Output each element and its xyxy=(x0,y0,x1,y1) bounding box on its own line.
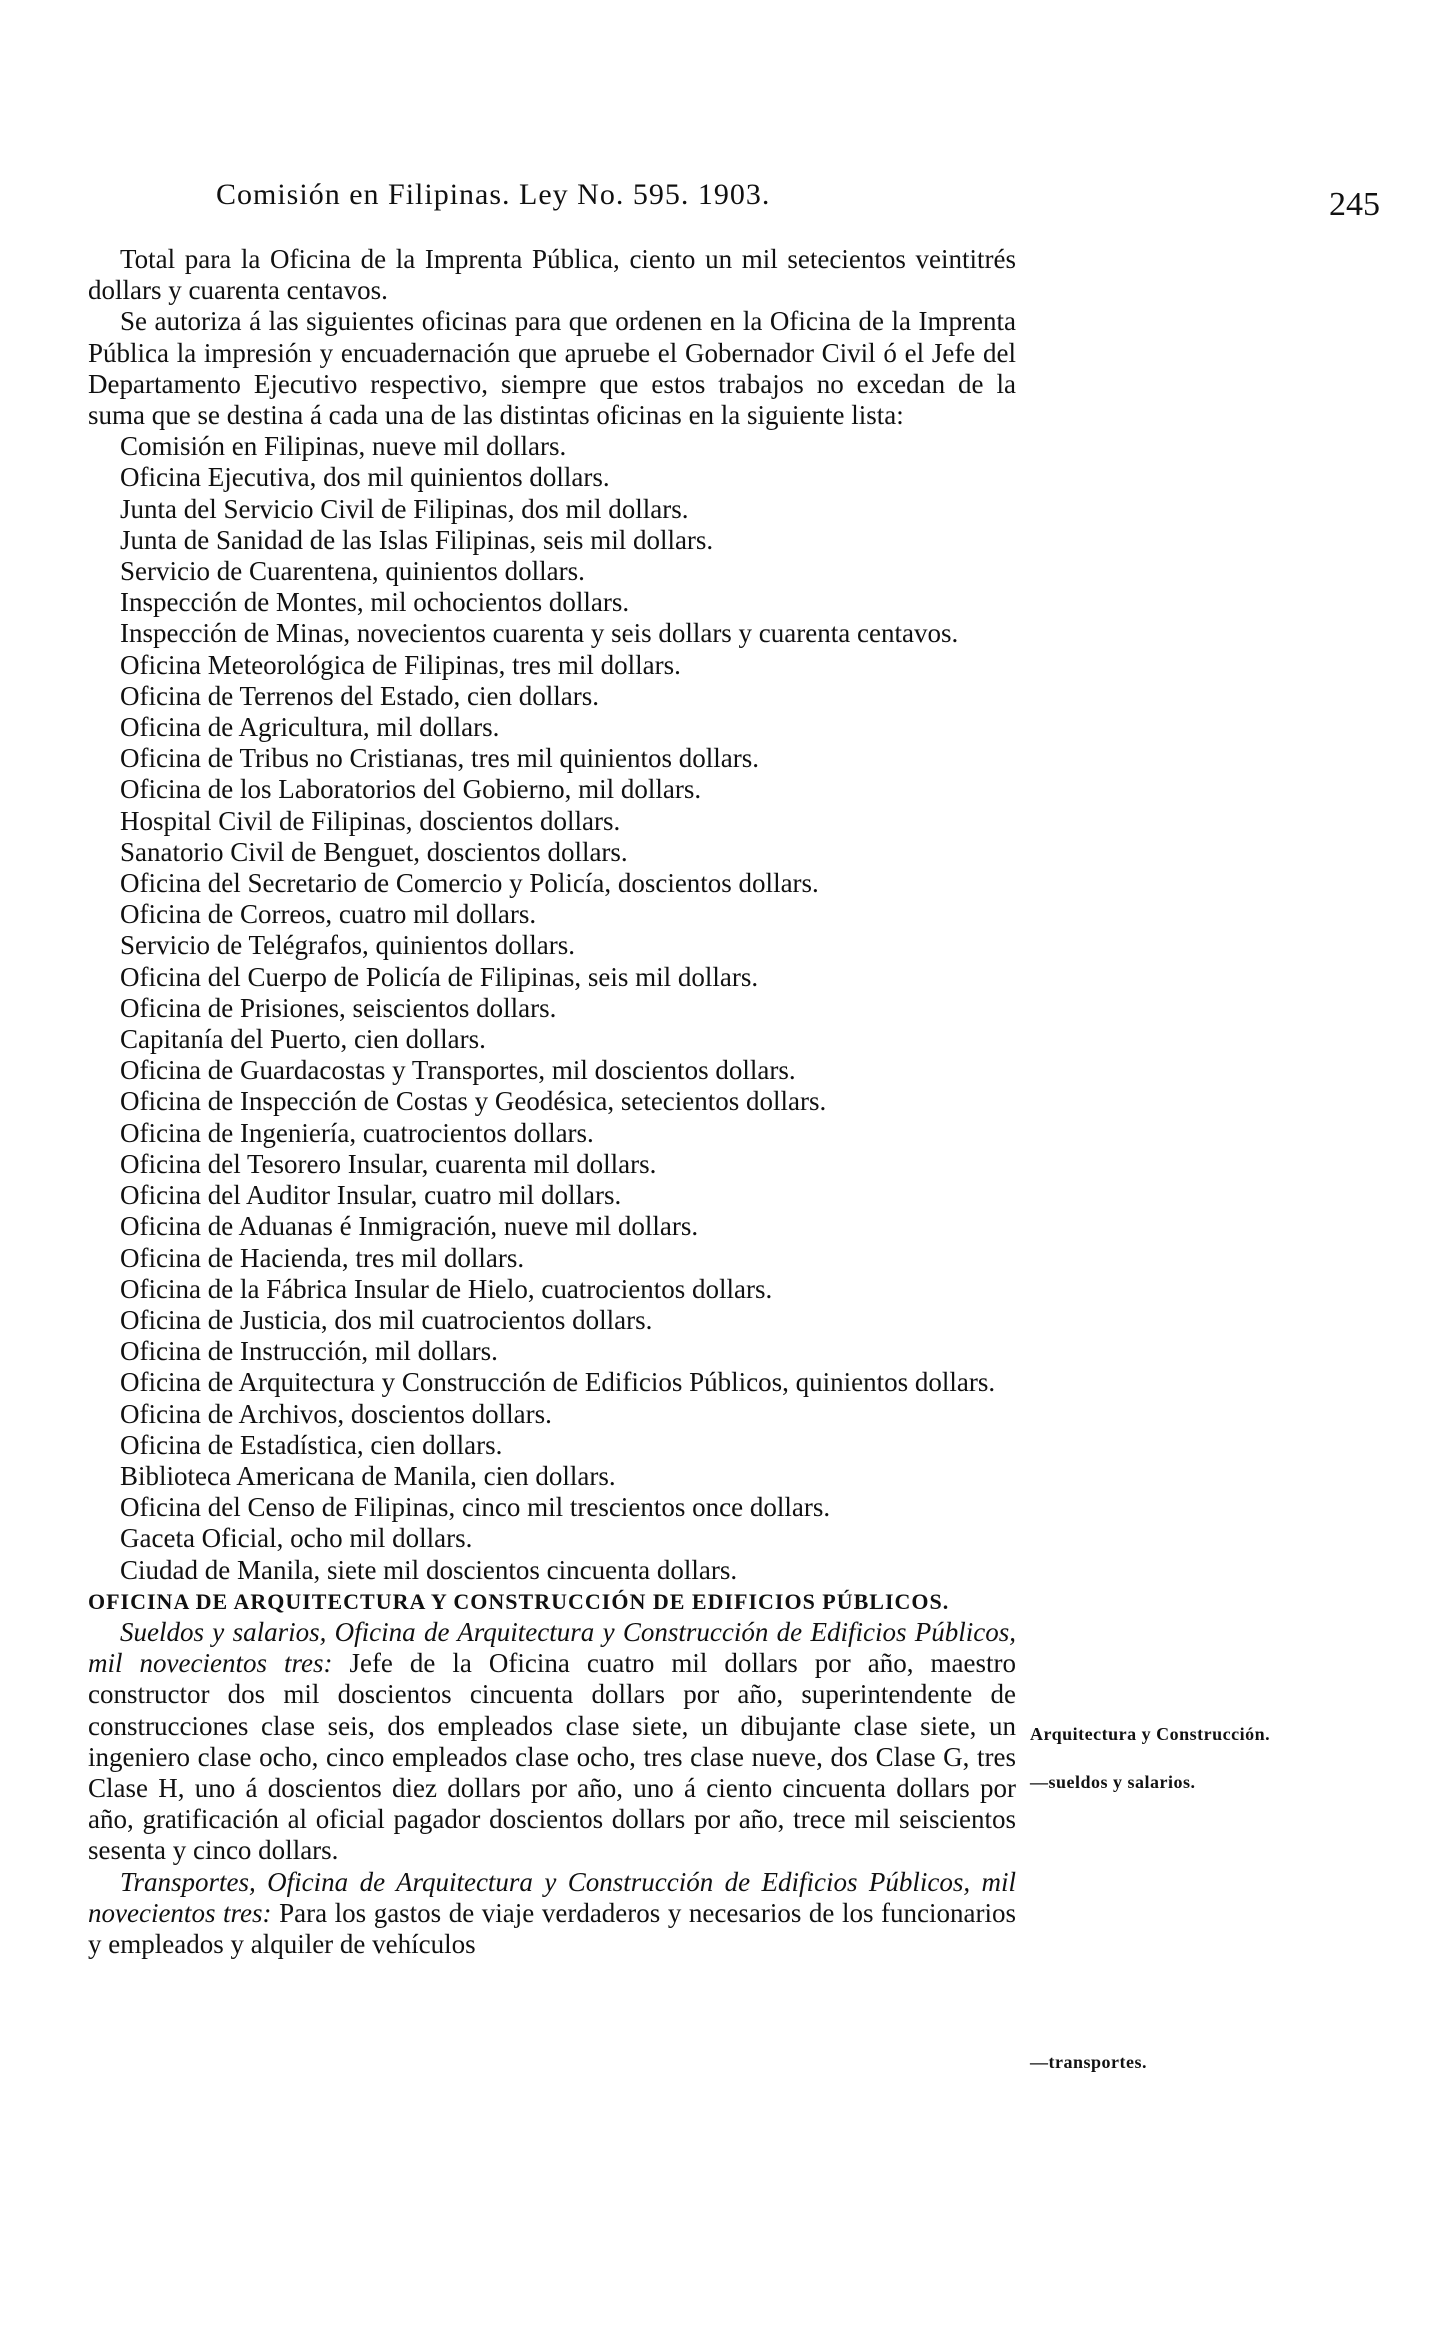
allocation-item: Oficina de Estadística, cien dollars. xyxy=(120,1429,503,1460)
allocation-item: Oficina del Tesorero Insular, cuarenta mil dollars. xyxy=(120,1148,657,1179)
allocation-item: Oficina de Justicia, dos mil cuatrocientos dollars. xyxy=(120,1304,653,1335)
allocation-item: Oficina de Guardacostas y Transportes, mil doscientos dollars. xyxy=(120,1055,796,1086)
allocation-item: Oficina de Correos, cuatro mil dollars. xyxy=(120,899,537,930)
page-number: 245 xyxy=(1329,186,1380,223)
allocation-item: Junta de Sanidad de las Islas Filipinas, seis mil dollars. xyxy=(120,524,714,555)
margin-note-salaries: —sueldos y salarios. xyxy=(1030,1772,1196,1792)
allocation-item: Oficina de Agricultura, mil dollars. xyxy=(120,712,500,743)
authorization-paragraph: Se autoriza á las siguientes oficinas para que ordenen en la Oficina de la Imprenta Pública la impresión y encuadernación que apruebe el Gobernador Civil ó el Jefe del Departamento Ejecutivo respectivo, siempre que estos trabajos no excedan de la suma que se destina á cada una de las distintas oficinas en la siguiente lista: xyxy=(88,306,1016,431)
margin-note-transport: —transportes. xyxy=(1030,2052,1147,2072)
allocation-item: Sanatorio Civil de Benguet, doscientos dollars. xyxy=(120,836,628,867)
allocation-item: Inspección de Montes, mil ochocientos dollars. xyxy=(120,587,630,618)
salaries-text: Jefe de la Oficina cuatro mil dollars por año, maestro constructor dos mil doscientos cincuenta dollars por año, superintendente de construcciones clase seis, dos empleados clase siete, un dibujante clase siete, un ingeniero clase ocho, cinco empleados clase ocho, tres clase nueve, dos Clase G, tres Clase H, uno á doscientos diez dollars por año, uno á ciento cincuenta dollars por año, gratificación al oficial pagador doscientos dollars por año, trece mil seiscientos sesenta y cinco dollars. xyxy=(88,1648,1017,1866)
allocation-item: Oficina Ejecutiva, dos mil quinientos dollars. xyxy=(120,462,610,493)
transport-text: Para los gastos de viaje verdaderos y necesarios de los funcionarios y empleados y alquiler de vehículos xyxy=(88,1897,1017,1959)
allocation-item: Oficina de la Fábrica Insular de Hielo, cuatrocientos dollars. xyxy=(120,1273,773,1304)
allocation-item: Oficina de Inspección de Costas y Geodésica, setecientos dollars. xyxy=(120,1086,827,1117)
total-paragraph: Total para la Oficina de la Imprenta Pública, ciento un mil setecientos veintitrés dollars y cuarenta centavos. xyxy=(88,244,1016,306)
page-header xyxy=(90,172,1380,232)
transport-paragraph xyxy=(88,1867,1016,1961)
allocation-item: Capitanía del Puerto, cien dollars. xyxy=(120,1024,486,1055)
allocation-item: Oficina del Censo de Filipinas, cinco mil trescientos once dollars. xyxy=(120,1492,831,1523)
allocation-item: Oficina de Aduanas é Inmigración, nueve mil dollars. xyxy=(120,1211,699,1242)
allocation-item: Ciudad de Manila, siete mil doscientos cincuenta dollars. xyxy=(120,1554,738,1585)
margin-note-architecture: Arquitectura y Construcción. xyxy=(1030,1724,1271,1744)
transport-heading: Transportes, Oficina de Arquitectura y Construcción de Edificios Públicos, mil novecientos tres: xyxy=(88,1866,1016,1928)
allocation-item: Oficina del Auditor Insular, cuatro mil dollars. xyxy=(120,1180,622,1211)
allocation-list xyxy=(88,431,1016,1586)
allocation-item: Oficina de los Laboratorios del Gobierno, mil dollars. xyxy=(120,774,702,805)
allocation-item: Oficina de Ingeniería, cuatrocientos dollars. xyxy=(120,1117,594,1148)
allocation-item: Oficina de Instrucción, mil dollars. xyxy=(120,1336,498,1367)
allocation-item: Oficina de Terrenos del Estado, cien dollars. xyxy=(120,680,599,711)
allocation-item: Biblioteca Americana de Manila, cien dollars. xyxy=(120,1460,616,1491)
section-heading: OFICINA DE ARQUITECTURA Y CONSTRUCCIÓN DE EDIFICIOS PÚBLICOS. xyxy=(88,1588,950,1614)
allocation-item: Oficina de Tribus no Cristianas, tres mil quinientos dollars. xyxy=(120,743,759,774)
document-body xyxy=(88,244,1016,1960)
allocation-item: Oficina Meteorológica de Filipinas, tres mil dollars. xyxy=(120,649,681,680)
allocation-item: Junta del Servicio Civil de Filipinas, dos mil dollars. xyxy=(120,493,689,524)
allocation-item: Gaceta Oficial, ocho mil dollars. xyxy=(120,1523,473,1554)
salaries-paragraph xyxy=(88,1617,1016,1867)
salaries-heading: Sueldos y salarios, Oficina de Arquitectura y Construcción de Edificios Públicos, mil novecientos tres: xyxy=(88,1616,1016,1679)
allocation-item: Inspección de Minas, novecientos cuarenta y seis dollars y cuarenta centavos. xyxy=(120,618,959,649)
allocation-item: Oficina del Cuerpo de Policía de Filipinas, seis mil dollars. xyxy=(120,961,759,992)
running-title: Comisión en Filipinas. Ley No. 595. 1903. xyxy=(216,178,771,211)
allocation-item: Servicio de Cuarentena, quinientos dollars. xyxy=(120,556,585,587)
allocation-item: Comisión en Filipinas, nueve mil dollars. xyxy=(120,431,567,462)
allocation-item: Oficina de Prisiones, seiscientos dollars. xyxy=(120,992,557,1023)
allocation-item: Hospital Civil de Filipinas, doscientos dollars. xyxy=(120,805,621,836)
allocation-item: Oficina de Hacienda, tres mil dollars. xyxy=(120,1242,525,1273)
allocation-item: Oficina del Secretario de Comercio y Policía, doscientos dollars. xyxy=(120,868,819,899)
allocation-item: Oficina de Archivos, doscientos dollars. xyxy=(120,1398,552,1429)
allocation-item: Servicio de Telégrafos, quinientos dollars. xyxy=(120,930,576,961)
allocation-item: Oficina de Arquitectura y Construcción de Edificios Públicos, quinientos dollars. xyxy=(120,1367,996,1398)
